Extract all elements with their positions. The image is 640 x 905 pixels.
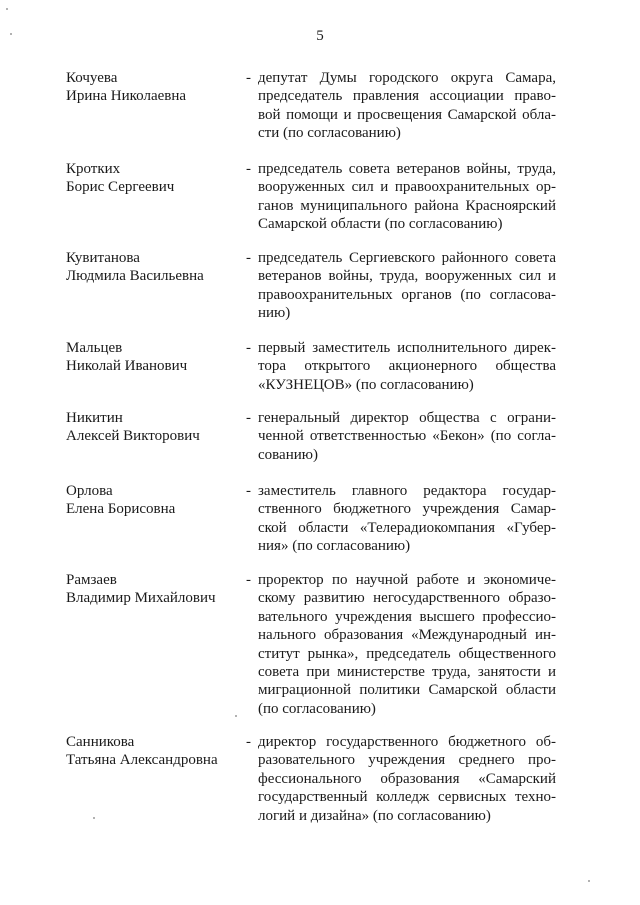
position-line: миграционной политики Самарской области — [258, 682, 556, 699]
scan-speck — [235, 715, 237, 717]
position-line: генеральный директор общества с ограни- — [258, 410, 556, 426]
scan-speck — [588, 880, 590, 882]
position-line: первый заместитель исполнительного дирек- — [258, 340, 556, 356]
position-line: «КУЗНЕЦОВ» (по согласованию) — [258, 376, 474, 393]
separator-dash: - — [246, 70, 251, 86]
position-line: председатель Сергиевского районного совета — [258, 250, 556, 266]
member-given-names: Алексей Викторович — [66, 428, 200, 445]
member-name — [66, 571, 241, 608]
member-name — [66, 69, 241, 106]
member-surname: Рамзаев — [66, 572, 117, 588]
separator-dash: - — [246, 410, 251, 426]
position-line: сованию) — [258, 446, 318, 463]
position-line: ской области «Телерадиокомпания «Губер- — [258, 519, 556, 536]
member-surname: Орлова — [66, 483, 113, 499]
member-name — [66, 733, 241, 770]
position-line: депутат Думы городского округа Самара, — [258, 70, 556, 86]
member-given-names: Елена Борисовна — [66, 501, 176, 518]
member-position — [258, 249, 556, 323]
scan-speck — [6, 8, 8, 10]
member-given-names: Людмила Васильевна — [66, 268, 204, 285]
member-name — [66, 249, 241, 286]
member-position — [258, 482, 556, 556]
member-position — [258, 571, 556, 718]
position-line: заместитель главного редактора государ- — [258, 483, 556, 499]
page-number: 5 — [316, 28, 324, 44]
separator-dash: - — [246, 734, 251, 750]
member-given-names: Ирина Николаевна — [66, 88, 187, 105]
position-line: государственный колледж сервисных техно- — [258, 789, 556, 806]
position-line: ченной ответственностью «Бекон» (по согла- — [258, 428, 556, 445]
position-line: правоохранительных органов (по согласова- — [258, 286, 556, 303]
member-name — [66, 482, 241, 519]
member-surname: Мальцев — [66, 340, 123, 356]
scan-speck — [93, 817, 95, 819]
separator-dash: - — [246, 483, 251, 499]
position-line: вой помощи и просвещения Самарской обла- — [258, 106, 556, 123]
member-name — [66, 339, 241, 376]
member-position — [258, 339, 556, 394]
position-line: скому развитию негосударственного образо- — [258, 590, 556, 607]
member-position — [258, 69, 556, 143]
position-line: ственного бюджетного учреждения Самар- — [258, 501, 556, 518]
separator-dash: - — [246, 340, 251, 356]
position-line: нию) — [258, 305, 291, 322]
position-line: вооруженных сил и правоохранительных ор- — [258, 179, 556, 196]
member-position — [258, 733, 556, 825]
position-line: разовательного учреждения среднего про- — [258, 752, 556, 769]
separator-dash: - — [246, 161, 251, 177]
member-name — [66, 409, 241, 446]
member-given-names: Владимир Михайлович — [66, 590, 216, 607]
member-surname: Санникова — [66, 734, 135, 750]
position-line: сти (по согласованию) — [258, 125, 401, 142]
separator-dash: - — [246, 572, 251, 588]
position-line: директор государственного бюджетного об- — [258, 734, 556, 750]
member-position — [258, 409, 556, 464]
member-given-names: Николай Иванович — [66, 358, 188, 375]
position-line: ганов муниципального района Красноярский — [258, 197, 556, 214]
position-line: ститут рынка», председатель общественного — [258, 645, 556, 662]
member-given-names: Татьяна Александровна — [66, 752, 218, 769]
position-line: председатель совета ветеранов войны, труда, — [258, 161, 556, 177]
member-name — [66, 160, 241, 197]
position-line: ния» (по согласованию) — [258, 538, 411, 555]
member-surname: Кротких — [66, 161, 121, 177]
scan-speck — [10, 33, 12, 35]
position-line: вательного учреждения высшего профессио- — [258, 608, 556, 625]
member-surname: Кочуева — [66, 70, 118, 86]
member-surname: Никитин — [66, 410, 123, 426]
separator-dash: - — [246, 250, 251, 266]
member-given-names: Борис Сергеевич — [66, 179, 175, 196]
position-line: (по согласованию) — [258, 700, 376, 717]
position-line: председатель правления ассоциации право- — [258, 88, 556, 105]
member-position — [258, 160, 556, 234]
position-line: тора открытого акционерного общества — [258, 358, 556, 375]
position-line: Самарской области (по согласованию) — [258, 216, 503, 233]
position-line: ветеранов войны, труда, вооруженных сил и — [258, 268, 556, 285]
position-line: логий и дизайна» (по согласованию) — [258, 807, 491, 824]
position-line: фессионального образования «Самарский — [258, 770, 556, 787]
member-surname: Кувитанова — [66, 250, 140, 266]
position-line: нального образования «Международный ин- — [258, 627, 556, 644]
position-line: проректор по научной работе и экономиче- — [258, 572, 556, 588]
position-line: совета при министерстве труда, занятости и — [258, 664, 556, 681]
